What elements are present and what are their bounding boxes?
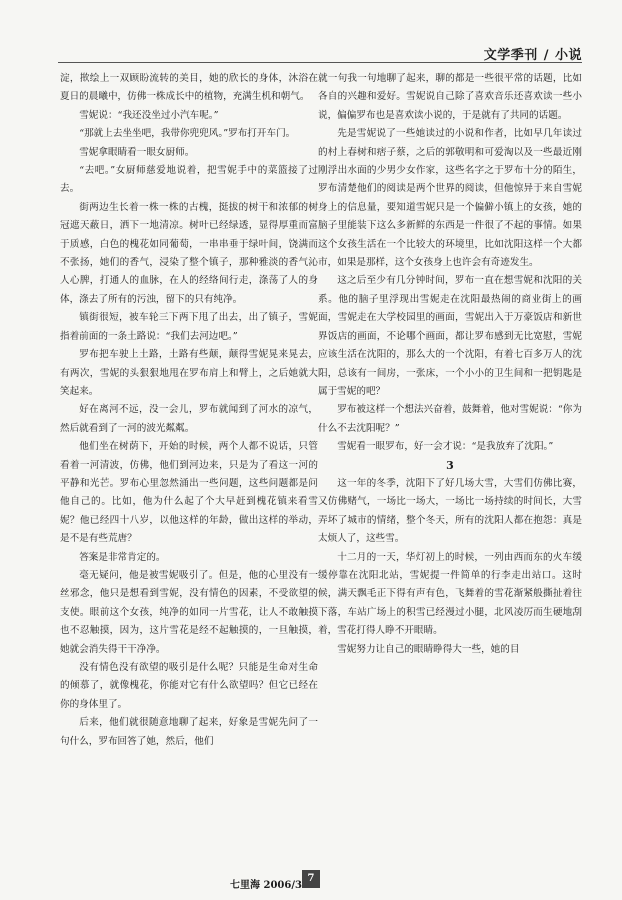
paragraph: 罗布被这样一个想法兴奋着，鼓舞着，他对雪妮说：“你为什么不去沈阳呢？” xyxy=(318,404,582,434)
right-text-column xyxy=(318,70,582,659)
paragraph: “去吧。”女厨师慈爱地说着，把雪妮手中的菜篮接了过去。 xyxy=(60,165,318,195)
paragraph: 这一年的冬季，沈阳下了好几场大雪，大雪们仿佛比赛，又仿佛赌气，一场比一场大，一场比一场持续的时间长，大雪弄坏了城市的情绪，整个冬天，所有的沈阳人都在抱怨：真是太烦人了，这些雪。 xyxy=(318,477,582,545)
paragraph: 镇街很短，被车轮三下两下甩了出去，出了镇子，雪妮指着前面的一条土路说：“我们去河边吧。” xyxy=(60,312,318,342)
paragraph: 雪妮拿眼睛看一眼女厨师。 xyxy=(79,146,195,158)
running-header xyxy=(484,44,582,63)
header-separator: / xyxy=(543,48,549,63)
paragraph: 就一句我一句地聊了起来，聊的都是一些很平常的话题，比如各自的兴趣和爱好。雪妮说自己除了喜欢音乐还喜欢读一些小说，偏偏罗布也是喜欢读小说的，于是就有了共同的话题。 xyxy=(318,73,582,121)
header-rule xyxy=(58,62,582,63)
paragraph: 街两边生长着一株一株的古槐，挺拔的树干和浓郁的树冠遮天蔽日，洒下一地清凉。树叶已经绿透，显得厚重而富于质感，白色的槐花如同葡萄，一串串垂于绿叶间，饶满而不张扬，她们的香气，浸染了整个镇子，那种雅淡的香气沁人心脾，打通人的血脉，在人的经络间行走，涤荡了人的身体，涤去了所有的污浊，留下的只有纯净。 xyxy=(60,201,318,305)
paragraph: 毫无疑问，他是被雪妮吸引了。但是，他的心里没有一丝邪念，他只是想看到雪妮，没有情色的因素，不受欲望的支使。眼前这个女孩，纯净的如同一片雪花，让人不敢触摸也不忍触摸，因为，这片雪花是经不起触摸的，一旦触摸，她就会消失得干干净净。 xyxy=(60,569,318,655)
left-text-column xyxy=(60,70,318,751)
paragraph: 十二月的一天，华灯初上的时候，一列由西而东的火车缓缓停靠在沈阳北站，雪妮提一件简单的行李走出站口。这时候，满天飘毛正下得有声有色，飞舞着的雪花渐紧般撕扯着往下落，车站广场上的积雪已经漫过小腿，北风凌厉而生硬地刮着，雪花打得人睁不开眼睛。 xyxy=(318,551,582,637)
paragraph: 淀，揿绘上一双顾盼流转的美目，她的欣长的身体，沐浴在夏日的晨曦中，仿佛一株成长中的植物，充满生机和朝气。 xyxy=(60,73,318,103)
paragraph: 这之后至少有几分钟时间，罗布一直在想雪妮和沈阳的关系。他的脑子里浮现出雪妮走在沈阳最热闹的商业街上的画面，雪妮走在大学校园里的画面，雪妮出入于万豪饭店和新世界饭店的画面，不论哪个画面，都让罗布感到无比宽慰，雪妮应该生活在沈阳的，那么大的一个沈阳，有着七百多万人的沈阳，总该有一间房，一张床，一个小小的卫生间和一把钥匙是属于雪妮的吧？ xyxy=(318,275,582,397)
paragraph: 没有情色没有欲望的吸引是什么呢？只能是生命对生命的倾慕了，就像槐花，你能对它有什么欲望吗？但它已经在你的身体里了。 xyxy=(60,662,318,710)
section-number: 3 xyxy=(446,458,454,472)
paragraph: 他们坐在树荫下，开始的时候，两个人都不说话，只管看着一河清波，仿佛，他们到河边来，只是为了看这一河的平静和光芒。罗布心里忽然涌出一些问题，这些问题都是问他自己的。比如，他为什么起了个大早赶到槐花镇来看雪妮？他已经四十八岁，以他这样的年龄，做出这样的举动，是不是有些荒唐？ xyxy=(60,441,318,545)
footer-issue: 2006/3 xyxy=(263,880,302,891)
footer-journal: 七里海 xyxy=(230,880,260,891)
paragraph: 先是雪妮说了一些她读过的小说和作者，比如早几年读过的村上春树和痞子蔡，之后的郭敬明和可爱淘以及一些最近刚刚浮出水面的少男少女作家，这些名字之于罗布十分的陌生，罗布清楚他们的阅读是两个世界的阅读，但他惊异于来自雪妮身上的信息量，要知道雪妮只是一个偏僻小镇上的女孩，她的脑子里能装下这么多新鲜的东西是一件很了不起的事情。如果这个女孩生活在一个比较大的环境里，比如沈阳这样一个大都市，如果是那样，这个女孩身上也许会有奇迹发生。 xyxy=(318,128,582,269)
page-footer xyxy=(230,876,302,891)
paragraph: 答案是非常肯定的。 xyxy=(79,551,166,563)
journal-name: 文学季刊 xyxy=(483,48,538,63)
paragraph: 雪妮看一眼罗布，好一会才说：“是我放弃了沈阳。” xyxy=(337,441,554,453)
section-name: 小说 xyxy=(554,48,582,63)
paragraph: 雪妮努力让自己的眼睛睁得大一些，她的目 xyxy=(337,643,520,655)
paragraph: 罗布把车驶上土路，土路有些颠，颠得雪妮晃来晃去，有两次，雪妮的头狠狠地甩在罗布肩上和臂上，之后她就大笑起来。 xyxy=(60,349,318,397)
page-number: 7 xyxy=(302,870,320,888)
paragraph: 好在离河不远，没一会儿，罗布就闻到了河水的凉气，然后就看到了一河的波光粼粼。 xyxy=(60,404,318,434)
paragraph: “那就上去坐坐吧，我带你兜兜风。”罗布打开车门。 xyxy=(79,128,296,140)
paragraph: 后来，他们就很随意地聊了起来，好象是雪妮先问了一句什么，罗布回答了她，然后，他们 xyxy=(60,717,318,747)
paragraph: 雪妮说：“我还没坐过小汽车呢。” xyxy=(79,109,219,121)
